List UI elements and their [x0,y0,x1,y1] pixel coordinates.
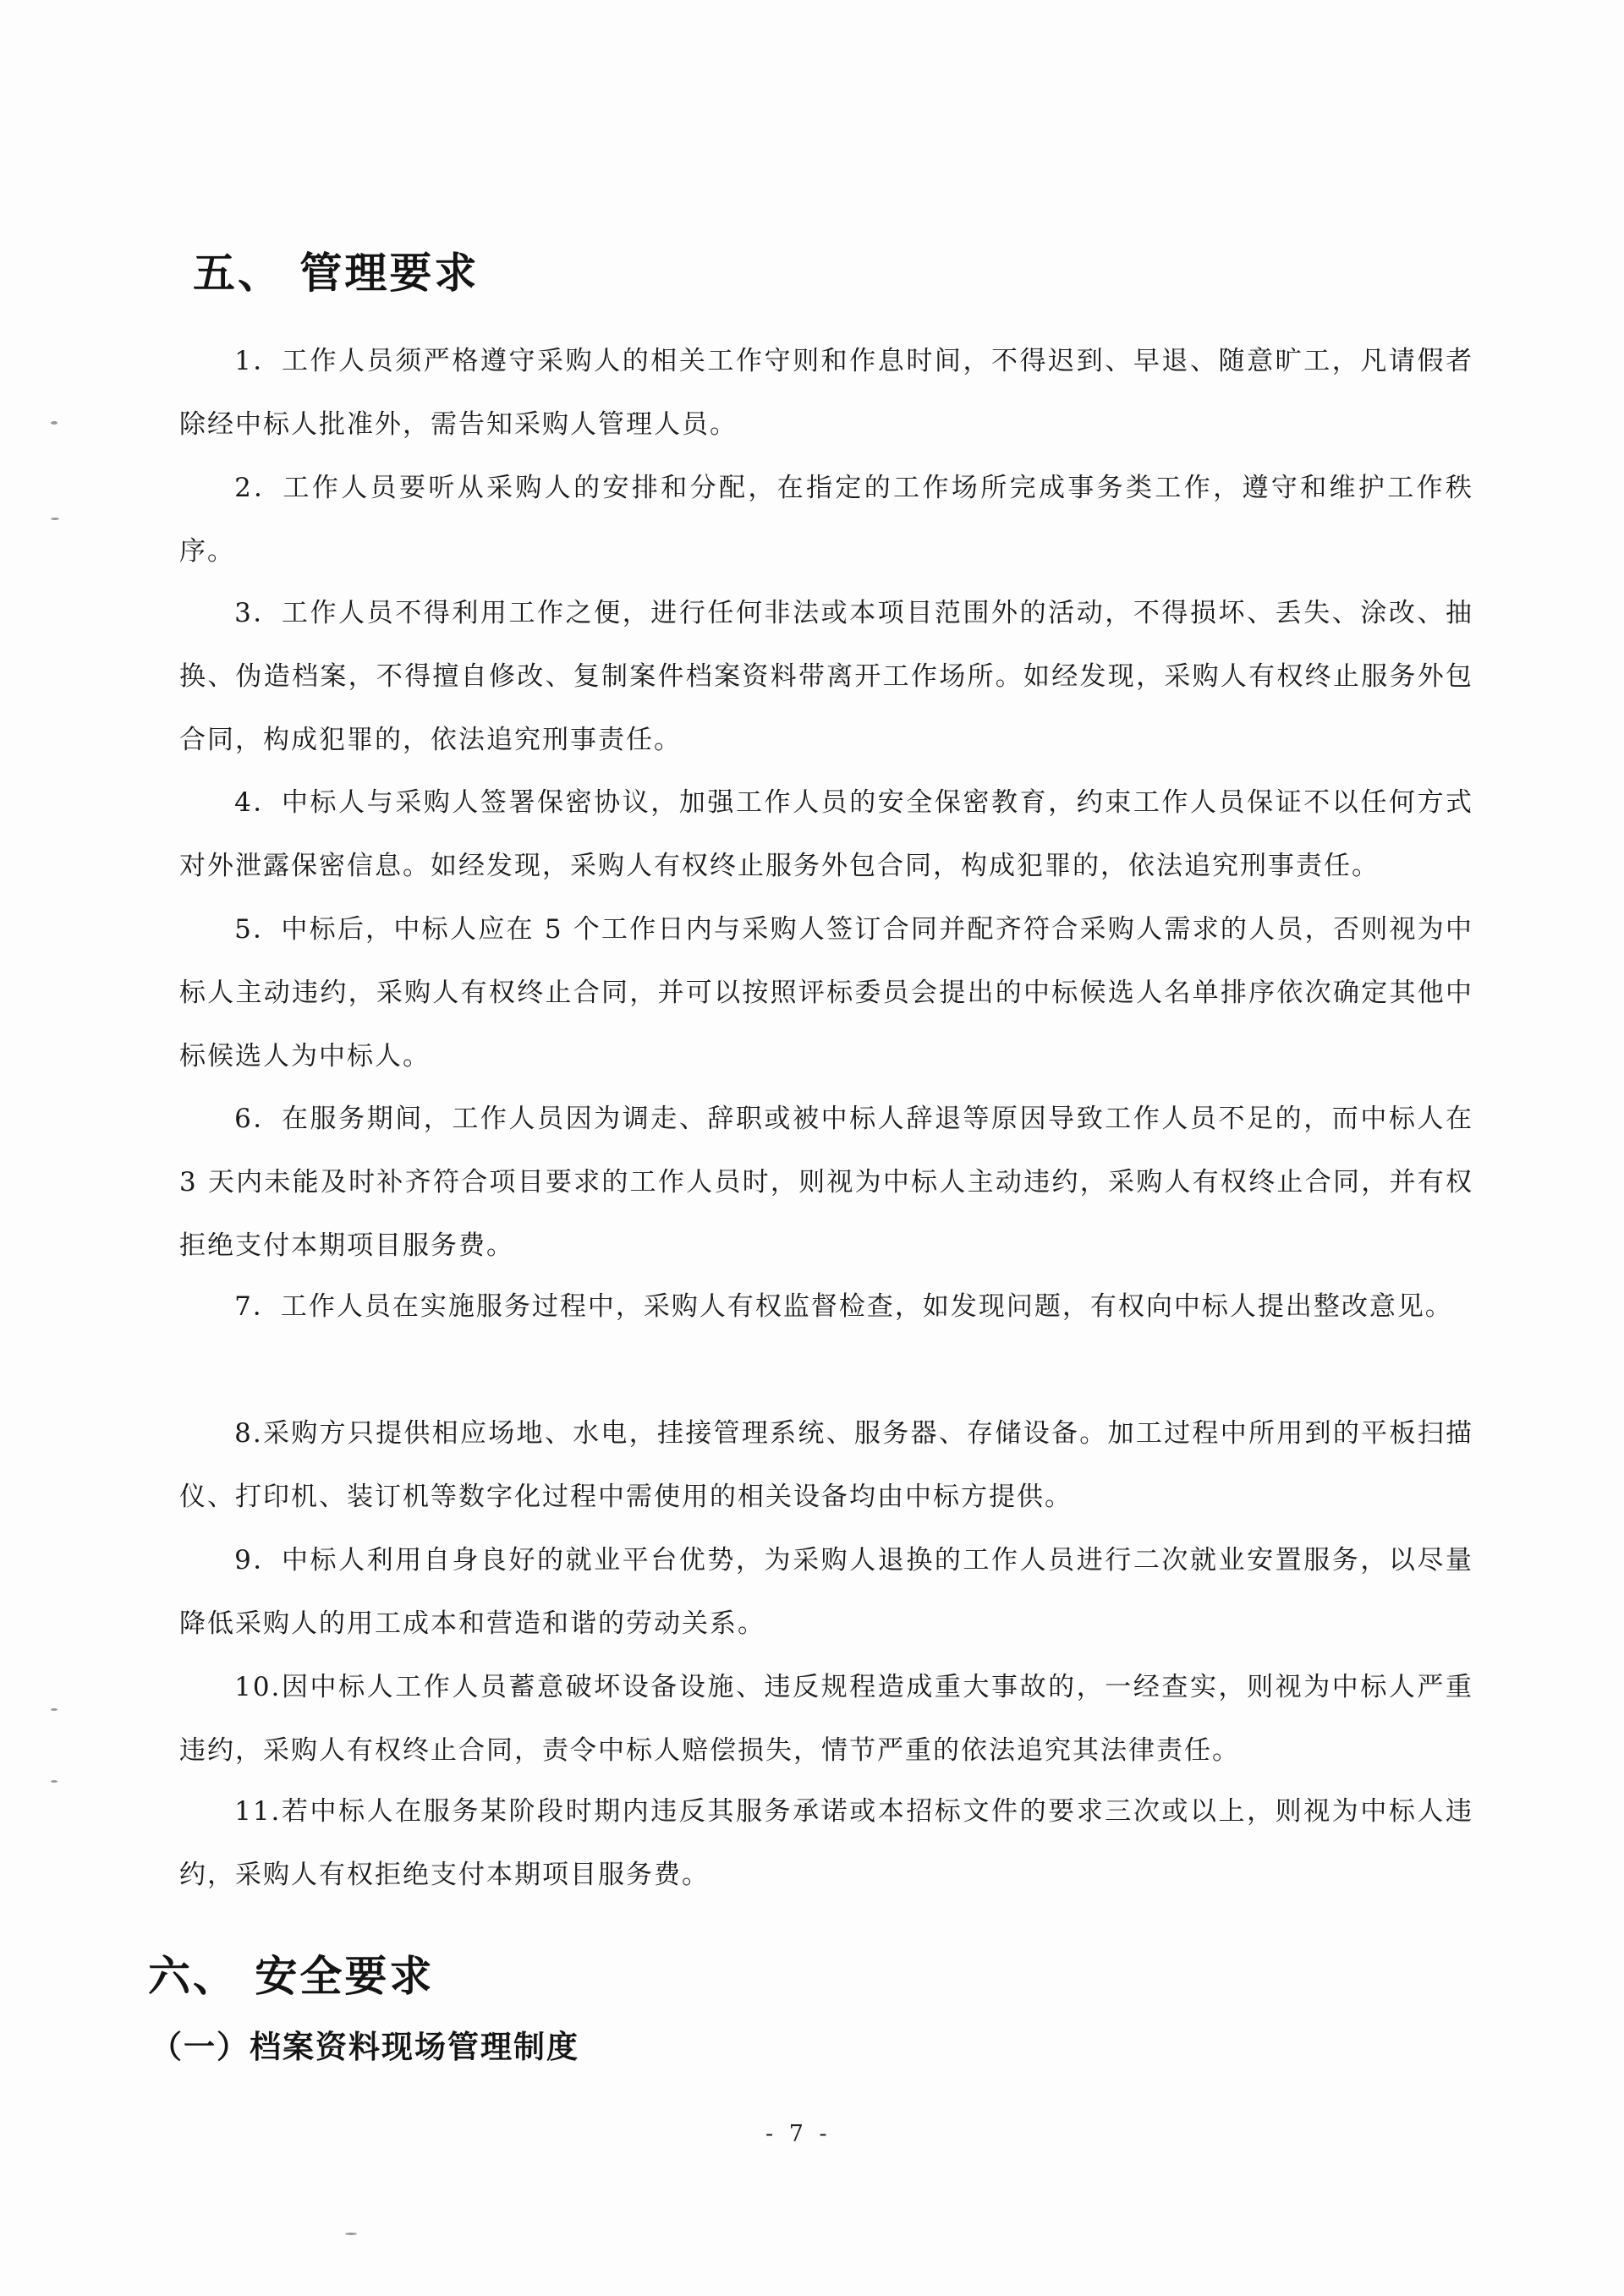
scan-mark [51,1708,58,1711]
list-item: 6．在服务期间，工作人员因为调走、辞职或被中标人辞退等原因导致工作人员不足的，而中标人在 3 天内未能及时补齐符合项目要求的工作人员时，则视为中标人主动违约，采购人有权终止合同，并有权拒绝支付本期项目服务费。 [179,1104,1473,1261]
list-item: 7．工作人员在实施服务过程中，采购人有权监督检查，如发现问题，有权向中标人提出整改意见。 [234,1291,1453,1322]
list-item: 4．中标人与采购人签署保密协议，加强工作人员的安全保密教育，约束工作人员保证不以任何方式对外泄露保密信息。如经发现，采购人有权终止服务外包合同，构成犯罪的，依法追究刑事责任。 [179,787,1473,881]
list-item: 1．工作人员须严格遵守采购人的相关工作守则和作息时间，不得迟到、早退、随意旷工，凡请假者除经中标人批准外，需告知采购人管理人员。 [179,346,1473,440]
list-item: 8.采购方只提供相应场地、水电，挂接管理系统、服务器、存储设备。加工过程中所用到的平板扫描仪、打印机、装订机等数字化过程中需使用的相关设备均由中标方提供。 [179,1418,1473,1512]
list-item: 2．工作人员要听从采购人的安排和分配，在指定的工作场所完成事务类工作，遵守和维护工作秩序。 [179,473,1473,567]
list-item: 3．工作人员不得利用工作之便，进行任何非法或本项目范围外的活动，不得损坏、丢失、涂改、抽换、伪造档案，不得擅自修改、复制案件档案资料带离开工作场所。如经发现，采购人有权终止服务外包合同，构成犯罪的，依法追究刑事责任。 [179,598,1473,755]
list-item: 10.因中标人工作人员蓄意破坏设备设施、违反规程造成重大事故的，一经查实，则视为中标人严重违约，采购人有权终止合同，责令中标人赔偿损失，情节严重的依法追究其法律责任。 [179,1672,1473,1766]
list-item: 9．中标人利用自身良好的就业平台优势，为采购人退换的工作人员进行二次就业安置服务，以尽量降低采购人的用工成本和营造和谐的劳动关系。 [179,1545,1473,1639]
section-6-subheading: （一）档案资料现场管理制度 [151,2028,579,2065]
page-number: - 7 - [765,2121,831,2147]
list-item: 11.若中标人在服务某阶段时期内违反其服务承诺或本招标文件的要求三次或以上，则视为中标人违约，采购人有权拒绝支付本期项目服务费。 [179,1796,1473,1890]
section-5-heading: 五、 管理要求 [193,248,480,298]
section-6-heading: 六、 安全要求 [148,1951,435,2001]
scan-mark [345,2233,357,2235]
scan-mark [51,518,59,520]
scan-mark [51,1780,58,1783]
list-item: 5．中标后，中标人应在 5 个工作日内与采购人签订合同并配齐符合采购人需求的人员，否则视为中标人主动违约，采购人有权终止合同，并可以按照评标委员会提出的中标候选人名单排序依次确定其他中标候选人为中标人。 [179,914,1473,1071]
scan-mark [51,421,58,425]
